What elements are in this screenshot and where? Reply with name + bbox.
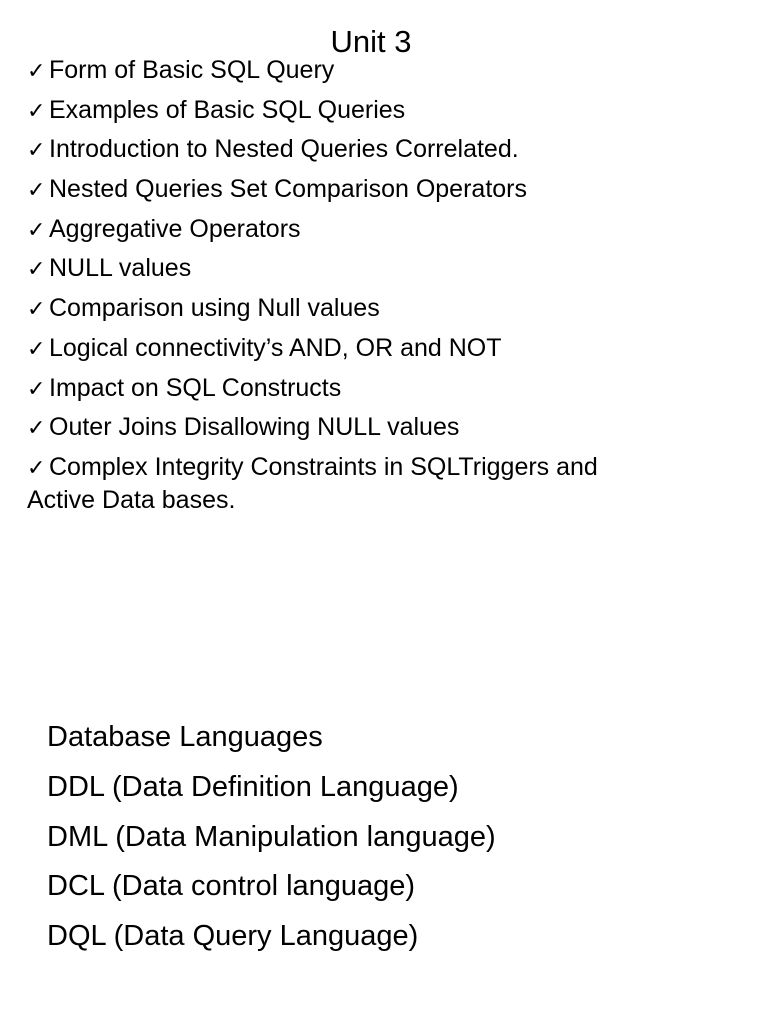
language-item: DQL (Data Query Language) [47,920,419,953]
language-item: DML (Data Manipulation language) [47,820,496,853]
checklist-item-text: Aggregative Operators [49,214,301,243]
checklist-item-text: Comparison using Null values [49,294,380,323]
checkmark-icon: ✓ [27,177,46,203]
language-item: DDL (Data Definition Language) [47,770,459,803]
checklist-item-text: Outer Joins Disallowing NULL values [49,413,460,442]
checkmark-icon: ✓ [27,137,46,163]
checklist-item-text: Form of Basic SQL Query [49,56,335,84]
checkmark-icon: ✓ [27,216,46,242]
checklist-item [27,372,747,412]
checklist-item-text: Nested Queries Set Comparison Operators [49,175,527,204]
checklist-item-text: Logical connectivity’s AND, OR and NOT [49,333,502,362]
checklist-item [27,292,747,332]
checklist-item-text: Impact on SQL Constructs [49,373,342,402]
page-title: Unit 3 [330,24,412,59]
language-heading: Database Languages [47,721,323,753]
checklist-item-text: Complex Integrity Constraints in SQLTriggers and Active Data bases. [27,452,598,514]
checkmark-icon: ✓ [27,335,46,361]
language-item: DCL (Data control language) [47,870,416,903]
checklist-item [27,451,667,516]
checklist-item-text: NULL values [49,254,192,283]
checklist-item [27,332,747,372]
checkmark-icon: ✓ [27,375,46,401]
database-languages-list [47,714,496,963]
checklist-item [27,213,747,253]
checklist-item [27,411,747,451]
checklist-item [27,133,747,173]
checkmark-icon: ✓ [27,296,46,322]
checkmark-icon: ✓ [27,454,46,480]
topic-checklist [27,54,747,516]
checklist-item [27,252,747,292]
checkmark-icon: ✓ [27,256,46,282]
checkmark-icon: ✓ [27,58,46,83]
checklist-item [27,173,747,213]
checkmark-icon: ✓ [27,97,46,123]
checklist-item [27,94,747,134]
checklist-item [27,54,747,94]
checkmark-icon: ✓ [27,415,46,441]
checklist-item-text: Examples of Basic SQL Queries [49,95,406,124]
checklist-item-text: Introduction to Nested Queries Correlated. [49,135,519,164]
